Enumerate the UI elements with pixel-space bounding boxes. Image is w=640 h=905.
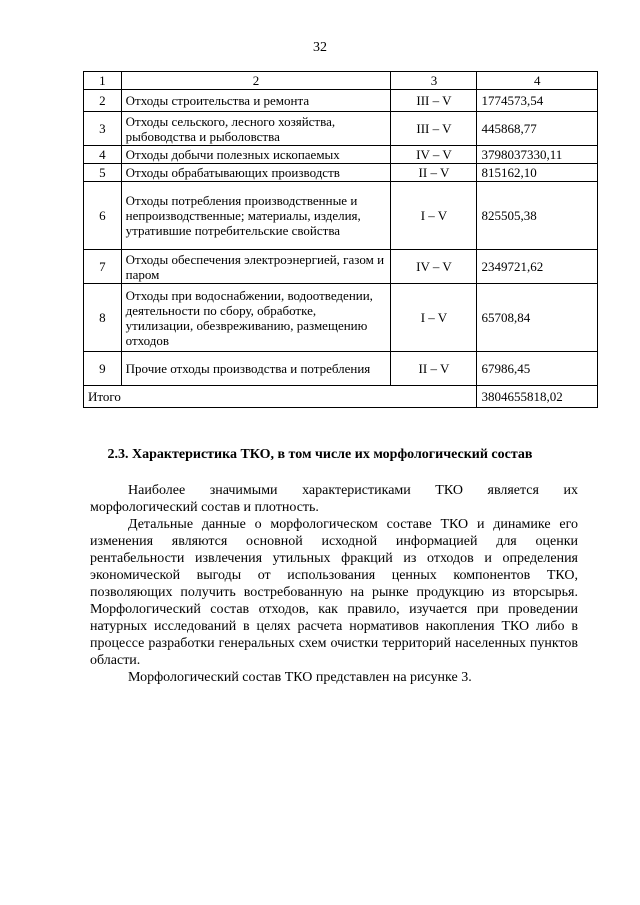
total-label: Итого [84,386,477,408]
table-total-row [84,386,598,408]
row-number: 3 [84,112,122,146]
table-header-row [84,72,598,90]
row-number: 5 [84,164,122,182]
waste-type: Прочие отходы производства и потребления [121,352,391,386]
hazard-class: IV – V [391,146,477,164]
waste-amount: 67986,45 [477,352,598,386]
waste-type: Отходы при водоснабжении, водоотведении, деятельности по сбору, обработке, утилизации, обезвреживанию, размещению отходов [121,284,391,352]
waste-table [83,71,598,408]
row-number: 8 [84,284,122,352]
waste-amount: 2349721,62 [477,250,598,284]
paragraph: Морфологический состав ТКО представлен на рисунке 3. [128,670,472,685]
waste-type: Отходы добычи полезных ископаемых [121,146,391,164]
page-number: 32 [313,40,327,55]
row-number: 6 [84,182,122,250]
header-cell-4: 4 [477,72,598,90]
section-heading: 2.3. Характеристика ТКО, в том числе их морфологический состав [107,447,533,462]
table-row [84,90,598,112]
total-value: 3804655818,02 [477,386,598,408]
table-row [84,112,598,146]
waste-amount: 445868,77 [477,112,598,146]
waste-amount: 1774573,54 [477,90,598,112]
waste-amount: 3798037330,11 [477,146,598,164]
hazard-class: II – V [391,352,477,386]
hazard-class: III – V [391,112,477,146]
table-row [84,250,598,284]
header-cell-1: 1 [84,72,122,90]
table-row [84,164,598,182]
waste-type: Отходы сельского, лесного хозяйства, рыбоводства и рыболовства [121,112,391,146]
paragraph: Наиболее значимыми характеристиками ТКО является их морфологический состав и плотность. [90,483,578,515]
table-row [84,182,598,250]
row-number: 9 [84,352,122,386]
hazard-class: I – V [391,182,477,250]
hazard-class: II – V [391,164,477,182]
waste-amount: 815162,10 [477,164,598,182]
hazard-class: I – V [391,284,477,352]
waste-amount: 65708,84 [477,284,598,352]
table-row [84,146,598,164]
hazard-class: IV – V [391,250,477,284]
row-number: 4 [84,146,122,164]
body-text [90,482,578,686]
row-number: 2 [84,90,122,112]
waste-amount: 825505,38 [477,182,598,250]
waste-type: Отходы обеспечения электроэнергией, газом и паром [121,250,391,284]
waste-type: Отходы потребления производственные и непроизводственные; материалы, изделия, утратившие потребительские свойства [121,182,391,250]
waste-type: Отходы обрабатывающих производств [121,164,391,182]
table-row [84,352,598,386]
table-row [84,284,598,352]
header-cell-2: 2 [121,72,391,90]
hazard-class: III – V [391,90,477,112]
row-number: 7 [84,250,122,284]
paragraph: Детальные данные о морфологическом составе ТКО и динамике его изменения являются основной исходной информацией для оценки рентабельности извлечения утильных фракций из отходов и определения экономической выгоды от использования ценных компонентов ТКО, позволяющих получить востребованную на рынке продукцию из вторсырья. Морфологический состав отходов, как правило, изучается при проведении натурных исследований в целях расчета нормативов накопления ТКО либо в процессе разработки генеральных схем очистки территорий населенных пунктов области. [90,517,578,668]
waste-type: Отходы строительства и ремонта [121,90,391,112]
header-cell-3: 3 [391,72,477,90]
